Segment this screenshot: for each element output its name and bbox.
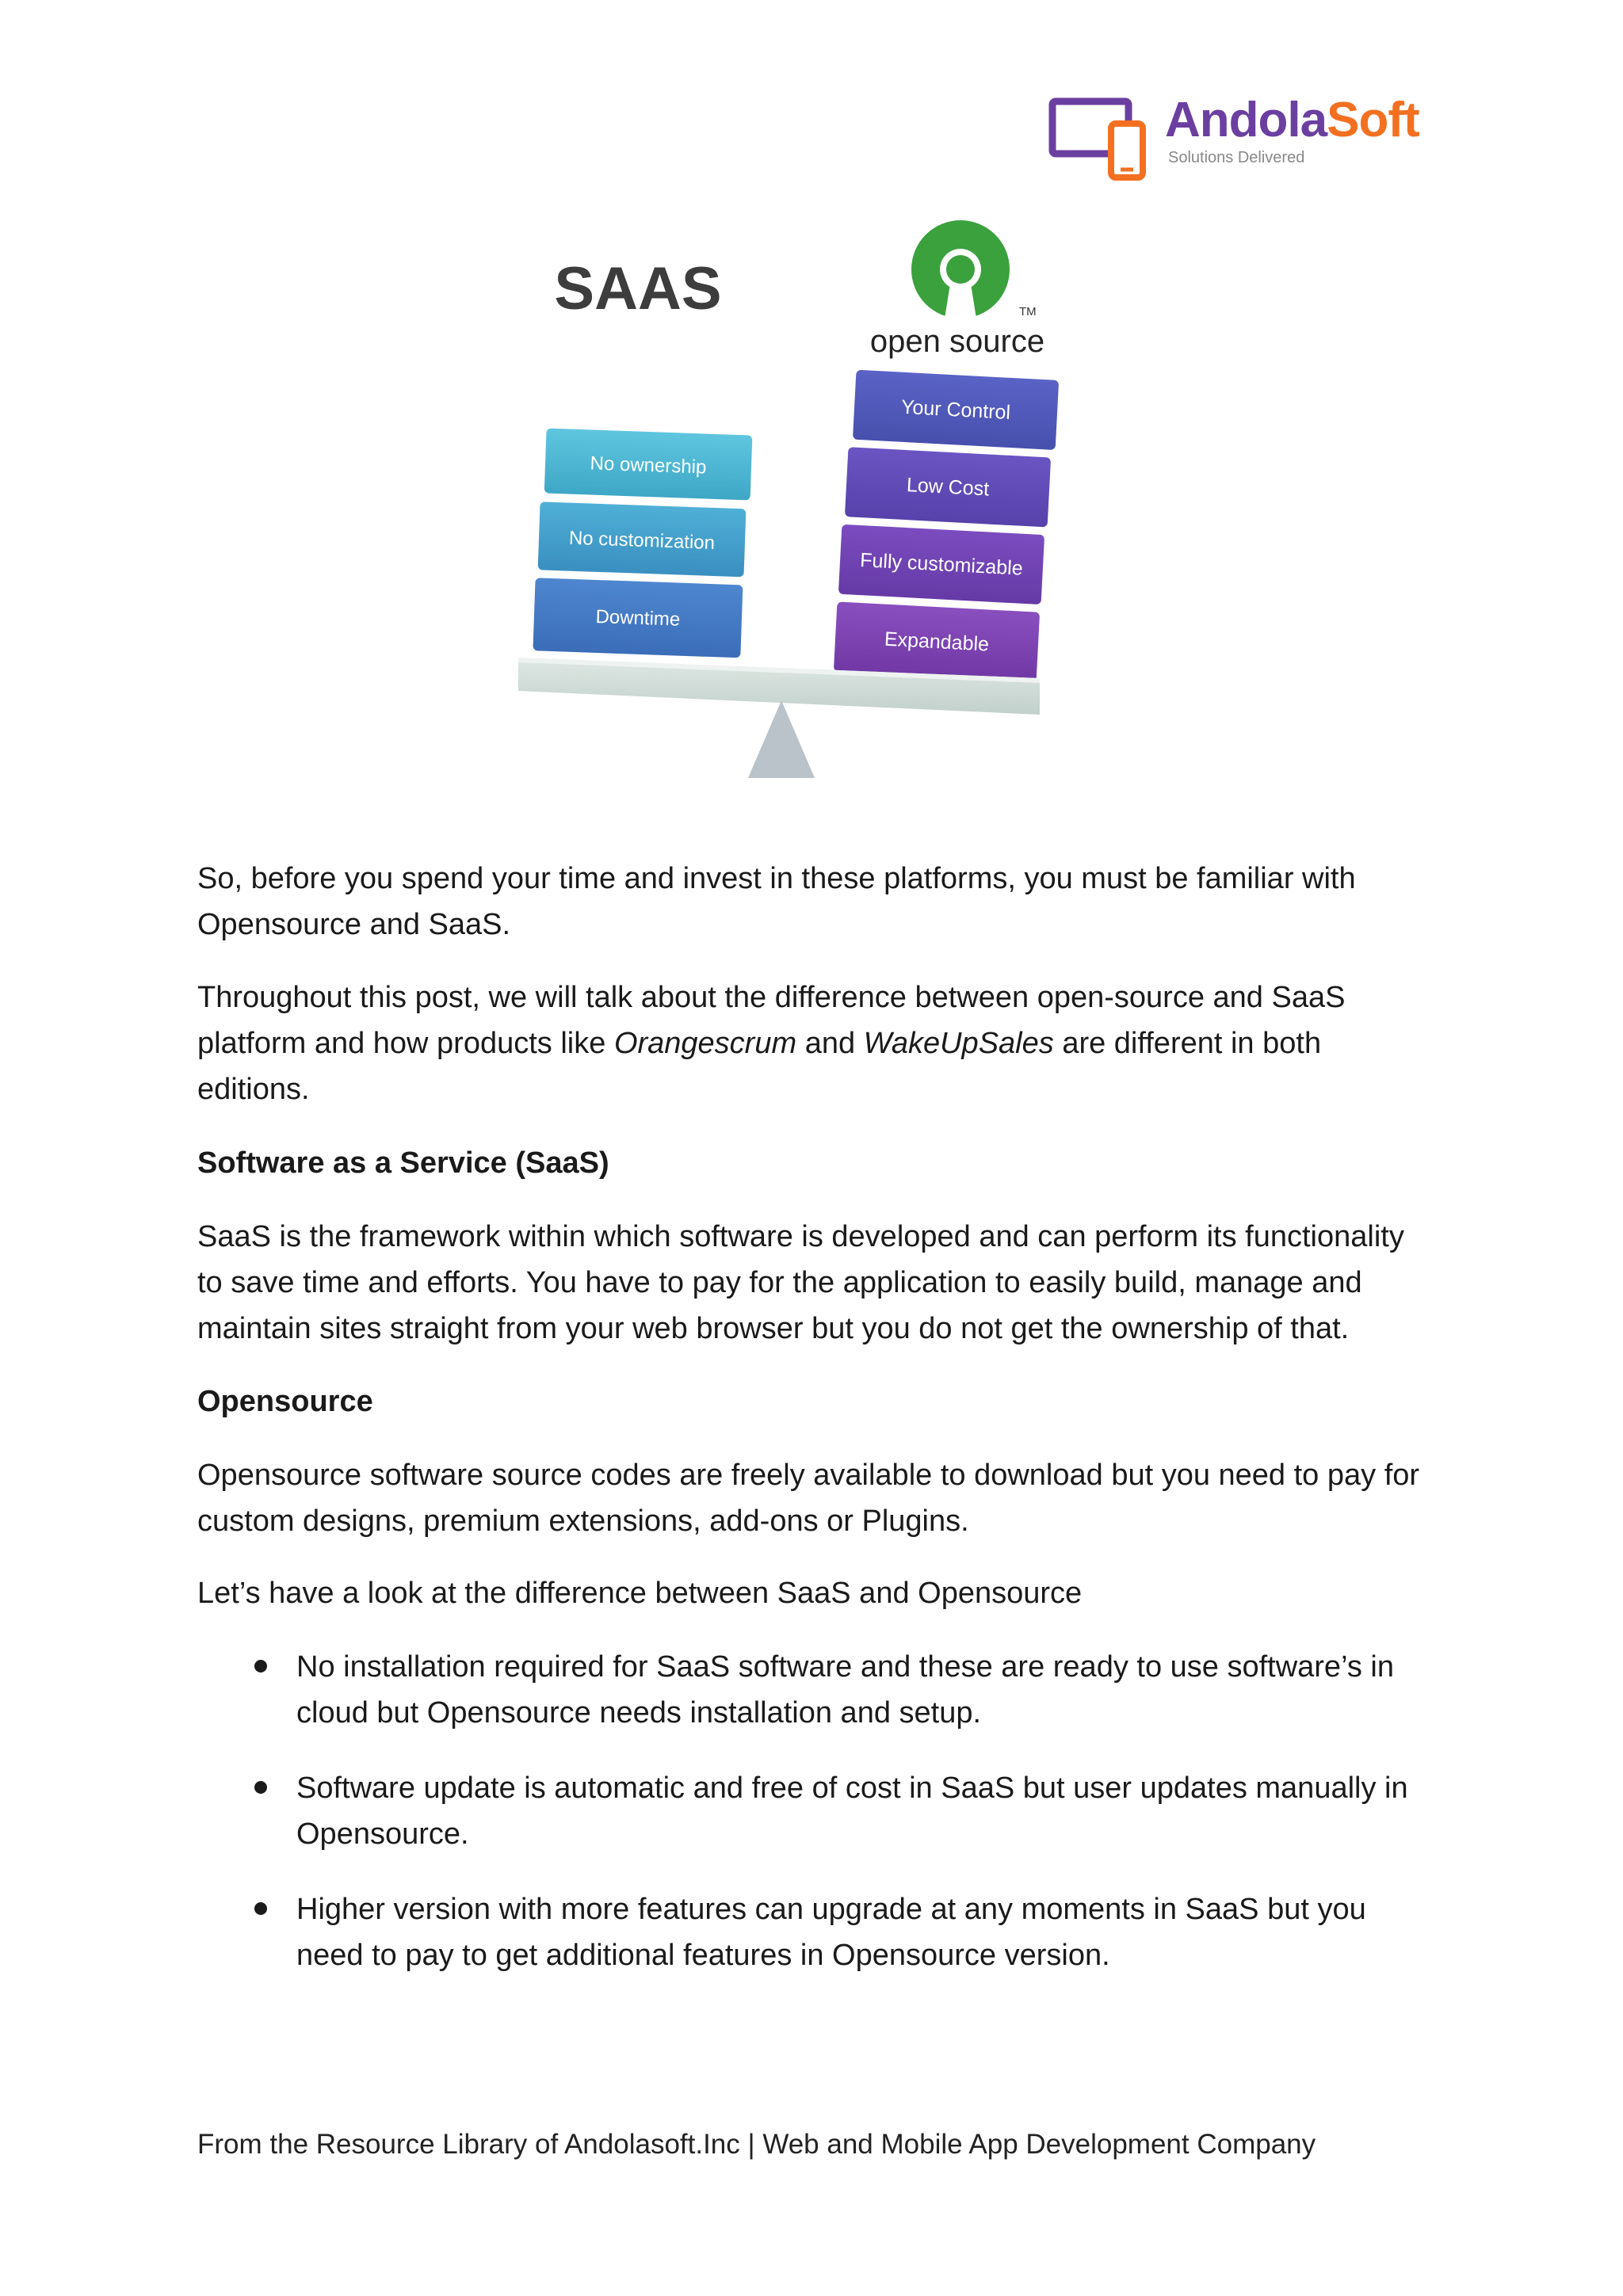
fulcrum-triangle	[748, 700, 815, 778]
logo-wordmark: AndolaSoft	[1165, 93, 1419, 147]
svg-text:No customization: No customization	[568, 527, 716, 555]
saas-block-no-customization	[538, 502, 747, 577]
logo-tagline: Solutions Delivered	[1168, 149, 1305, 166]
saas-title: SAAS	[554, 255, 722, 322]
saas-paragraph: SaaS is the framework within which software is developed and can perform its functionality to save time and efforts. You have to pay for the application to easily build, manage and maintain sites straight from your web browser but you do not get the ownership of that.	[197, 1220, 1404, 1345]
saas-block-stack	[533, 428, 752, 658]
orangescrum-product-name: Orangescrum	[613, 1027, 797, 1060]
svg-text:No ownership: No ownership	[590, 452, 707, 479]
intro-paragraph: So, before you spend your time and invest in these platforms, you must be familiar with Opensource and SaaS.	[197, 862, 1356, 941]
list-item: Software update is automatic and free of cost in SaaS but user updates manually in Opensource.	[197, 1765, 1434, 1857]
open-source-label: open source	[869, 324, 1045, 359]
difference-list	[197, 1644, 1434, 1978]
svg-text:Downtime: Downtime	[595, 605, 681, 631]
saas-vs-opensource-illustration	[507, 214, 1062, 784]
andolasoft-logo	[1048, 87, 1428, 182]
open-source-logo-icon	[911, 220, 1010, 318]
opensource-block-your-control	[853, 370, 1059, 450]
opensource-block-expandable	[834, 601, 1040, 681]
difference-intro: Let’s have a look at the difference between SaaS and Opensource	[197, 1577, 1083, 1610]
svg-text:Expandable: Expandable	[884, 627, 990, 656]
opensource-heading: Opensource	[197, 1385, 373, 1418]
saas-block-no-ownership	[544, 428, 753, 500]
post-overview-paragraph: Throughout this post, we will talk about the difference between open-source and SaaS platform and how products like Orangescrum and WakeUpSales are different in both editions.	[197, 981, 1346, 1106]
svg-text:Low Cost: Low Cost	[906, 474, 990, 501]
opensource-block-fully-customizable	[838, 524, 1044, 605]
bullet-icon	[254, 1902, 267, 1915]
svg-text:Fully customizable: Fully customizable	[859, 549, 1024, 580]
opensource-paragraph: Opensource software source codes are freely available to download but you need to pay for custom designs, premium extensions, add-ons or Plugins.	[197, 1459, 1420, 1538]
opensource-block-stack	[834, 370, 1059, 682]
opensource-block-low-cost	[845, 447, 1051, 527]
list-item: Higher version with more features can upgrade at any moments in SaaS but you need to pay to get additional features in Opensource version.	[197, 1886, 1434, 1978]
svg-text:Your Control: Your Control	[900, 395, 1011, 424]
tm-mark: TM	[1019, 305, 1037, 318]
page-footer: From the Resource Library of Andolasoft.Inc | Web and Mobile App Development Company	[197, 2129, 1316, 2160]
saas-heading: Software as a Service (SaaS)	[197, 1146, 609, 1180]
bullet-icon	[254, 1660, 267, 1672]
wakeupsales-product-name: WakeUpSales	[863, 1027, 1054, 1060]
device-icon	[1048, 87, 1159, 182]
bullet-icon	[254, 1781, 267, 1794]
saas-block-downtime	[533, 578, 743, 658]
list-item: No installation required for SaaS software and these are ready to use software’s in cloud but Opensource needs installation and setup.	[197, 1644, 1434, 1736]
